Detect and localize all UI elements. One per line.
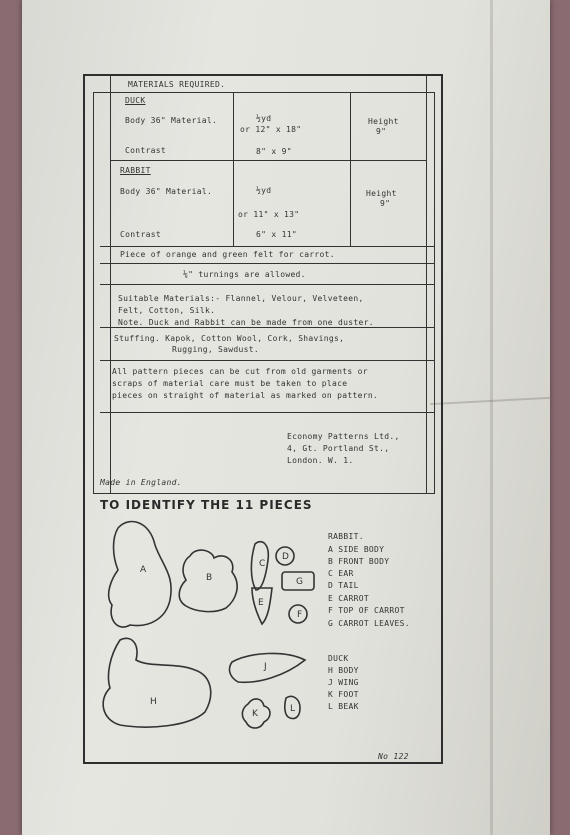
stuffing-1: Stuffing. Kapok, Cotton Wool, Cork, Shavings, [114,334,345,343]
duck-label: DUCK [125,96,146,105]
publisher-street: 4, Gt. Portland St., [287,444,390,453]
rabbit-body: Body 36" Material. [120,187,213,196]
duck-height: 9" [376,127,387,136]
felt-note: Piece of orange and green felt for carrot. [120,250,335,259]
pattern-note-1: All pattern pieces can be cut from old garments or [112,367,368,376]
rabbit-item: B FRONT BODY [328,557,390,566]
suitable-materials-1: Suitable Materials:- Flannel, Velour, Velveteen, [118,294,364,303]
piece-letter-b: B [206,573,213,583]
rabbit-contrast-size: 6" x 11" [256,230,297,239]
duck-item: K FOOT [328,690,359,699]
rabbit-contrast: Contrast [120,230,161,239]
rabbit-item: G CARROT LEAVES. [328,619,410,628]
duck-list-title: DUCK [328,654,349,663]
rabbit-label: RABBIT [120,166,151,175]
duck-body-or: or 12" x 18" [240,125,302,134]
piece-letter-c: C [259,559,266,569]
rabbit-list-title: RABBIT. [328,532,364,541]
pattern-note-3: pieces on straight of material as marked on pattern. [112,391,379,400]
pattern-note-2: scraps of material care must be taken to place [112,379,348,388]
piece-letter-a: A [140,565,147,575]
rabbit-item: E CARROT [328,594,369,603]
piece-h-duck-body [103,638,211,727]
duck-height-label: Height [368,117,399,126]
piece-letter-l: L [290,704,296,714]
rabbit-body-or: or 11" x 13" [238,210,300,219]
rabbit-height-label: Height [366,189,397,198]
rabbit-body-qty: ½yd [256,186,272,195]
piece-letter-k: K [252,709,258,719]
piece-j-wing [230,653,305,682]
piece-letter-j: J [264,662,267,672]
stuffing-2: Rugging, Sawdust. [172,345,259,354]
piece-letter-h: H [150,697,157,707]
rabbit-item: C EAR [328,569,354,578]
pieces-heading: TO IDENTIFY THE 11 PIECES [100,498,313,512]
piece-letter-f: F [297,610,303,620]
publisher-city: London. W. 1. [287,456,354,465]
duck-item: L BEAK [328,702,359,711]
rabbit-item: F TOP OF CARROT [328,606,405,615]
piece-letter-g: G [296,577,303,587]
turnings-note: ⅛" turnings are allowed. [183,270,306,279]
materials-title: MATERIALS REQUIRED. [128,80,226,89]
rabbit-item: D TAIL [328,581,359,590]
duck-contrast: Contrast [125,146,166,155]
piece-letter-d: D [282,552,289,562]
duck-contrast-size: 8" x 9" [256,147,292,156]
duster-note: Note. Duck and Rabbit can be made from one duster. [118,318,374,327]
publisher-name: Economy Patterns Ltd., [287,432,400,441]
duck-body-qty: ½yd [256,114,272,123]
rabbit-item: A SIDE BODY [328,545,385,554]
suitable-materials-2: Felt, Cotton, Silk. [118,306,216,315]
pattern-number: No 122 [378,752,409,761]
piece-letter-e: E [258,598,264,608]
made-in-england: Made in England. [100,478,182,487]
duck-body: Body 36" Material. [125,116,218,125]
duck-item: H BODY [328,666,359,675]
rabbit-height: 9" [380,199,391,208]
duck-item: J WING [328,678,359,687]
